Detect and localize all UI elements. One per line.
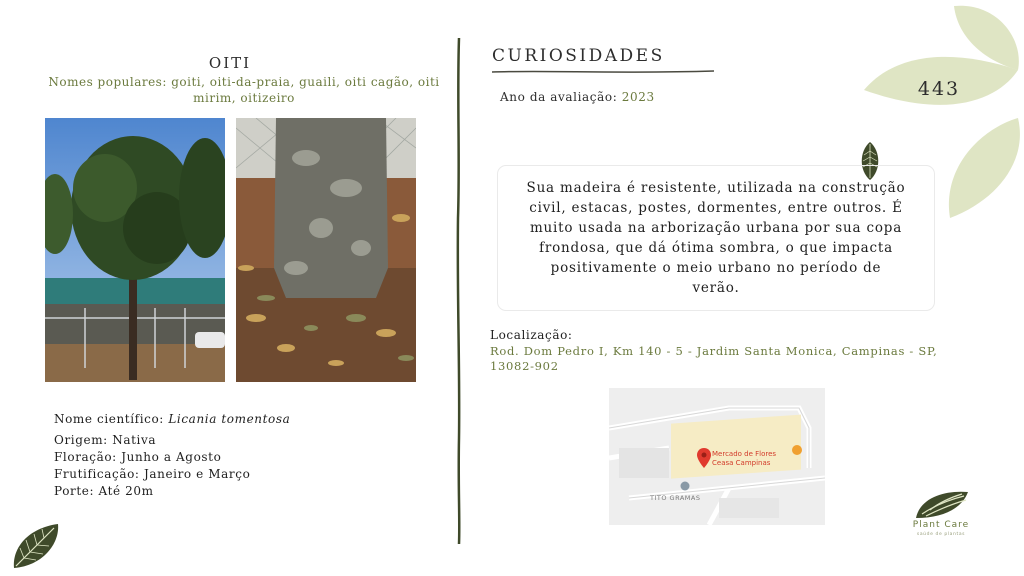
map-pin-icon[interactable]: [697, 448, 711, 468]
plant-info: [54, 411, 290, 500]
origin: Origem: Nativa: [54, 433, 157, 447]
map-place-line-2: Ceasa Campinas: [712, 459, 771, 467]
map-place-line-1: Mercado de Flores: [712, 450, 777, 458]
badge-number: 443: [917, 78, 961, 100]
location-address: Rod. Dom Pedro I, Km 140 - 5 - Jardim Santa Monica, Campinas - SP, 13082-902: [490, 344, 938, 373]
evaluation-year: [500, 90, 655, 104]
tree-photo: [45, 118, 225, 382]
year-label: Ano da avaliação:: [500, 90, 618, 104]
scientific-name: Licania tomentosa: [168, 412, 291, 426]
map-nearby-label: TITO GRAMAS: [650, 494, 701, 502]
leaf-icon: [10, 522, 62, 570]
curiosity-text: Sua madeira é resistente, utilizada na construção civil, estacas, postes, dormentes, entre outros. É muito usada na arborização urbana por sua copa frondosa, que dá ótima sombra, o que impacta positivamente o meio urbano no período de verão.: [526, 180, 906, 296]
curiosities-heading: CURIOSIDADES: [492, 46, 665, 66]
map-place-label: [712, 450, 776, 468]
plant-title: OITI: [208, 54, 252, 72]
curiosity-box: [497, 165, 935, 311]
heading-underline: [492, 69, 714, 75]
brand-name: Plant Care: [912, 520, 970, 530]
scientific-name-row: [54, 411, 290, 428]
year-value: 2023: [621, 90, 655, 104]
trunk-photo: [236, 118, 416, 382]
popular-names: Nomes populares: goiti, oiti-da-praia, guaili, oiti cagão, oiti mirim, oitizeiro: [48, 75, 440, 105]
column-divider: [454, 38, 464, 544]
plant-care-logo-icon: [914, 488, 970, 520]
fruiting: Frutificação: Janeiro e Março: [54, 467, 251, 481]
brand-tagline: saúde de plantas: [916, 532, 966, 537]
location-label: Localização:: [490, 328, 573, 342]
scientific-label: Nome científico:: [54, 412, 164, 426]
size: Porte: Até 20m: [54, 484, 154, 498]
flowering: Floração: Junho a Agosto: [54, 450, 222, 464]
